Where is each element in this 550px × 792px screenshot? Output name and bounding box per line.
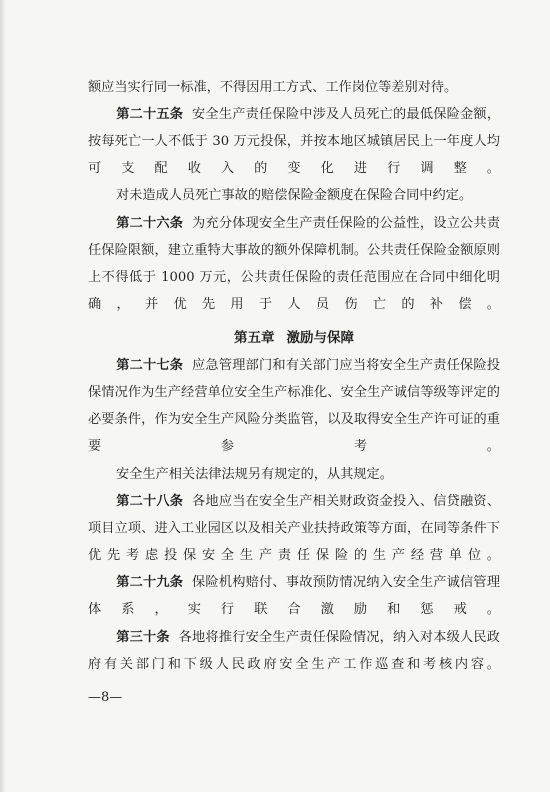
chapter-title: 激励与保障 (286, 330, 354, 346)
article-27 (88, 352, 500, 460)
chapter-number: 第五章 (234, 330, 275, 346)
page-edge-shadow (0, 0, 6, 792)
article-26 (88, 210, 500, 318)
article-25-title: 第二十五条 (116, 107, 184, 122)
article-28-title: 第二十八条 (116, 494, 184, 509)
paragraph-after-27: 安全生产相关法律法规另有规定的，从其规定。 (116, 467, 393, 482)
article-29-text: 保险机构赔付、事故预防情况纳入安全生产诚信管理体系，实行联合激励和惩戒。 (88, 575, 501, 617)
article-28-text: 各地应当在安全生产相关财政资金投入、信贷融资、项目立项、进入工业园区以及相关产业扶持政策等方面，在同等条件下优先考虑投保安全生产责任保险的生产经营单位。 (88, 494, 501, 563)
article-25-text: 安全生产责任保险中涉及人员死亡的最低保险金额，按每死亡一人不低于 30 万元投保，并按本地区城镇居民上一年度人均可支配收入的变化进行调整。 (88, 107, 501, 176)
article-28 (88, 488, 500, 569)
article-25 (88, 101, 500, 182)
article-26-title: 第二十六条 (116, 216, 184, 231)
chapter-heading (88, 325, 500, 352)
paragraph-continuation: 额应当实行同一标准，不得因用工方式、工作岗位等差别对待。 (88, 80, 458, 95)
page-number: —8— (88, 690, 123, 705)
article-29 (88, 569, 500, 623)
article-29-title: 第二十九条 (116, 575, 184, 590)
article-30-text: 各地将推行安全生产责任保险情况，纳入对本级人民政府有关部门和下级人民政府安全生产工作巡查和考核内容。 (88, 630, 500, 672)
article-26-text: 为充分体现安全生产责任保险的公益性，设立公共责任保险限额，建立重特大事故的额外保障机制。公共责任保险金额原则上不得低于 1000 万元，公共责任保险的责任范围应在合同中细化明确，并优先用于人员伤亡的补偿。 (88, 216, 501, 312)
article-30 (88, 624, 500, 678)
article-27-title: 第二十七条 (116, 358, 184, 373)
paragraph-after-25: 对未造成人员死亡事故的赔偿保险金额度在保险合同中约定。 (116, 188, 473, 203)
article-27-text: 应急管理部门和有关部门应当将安全生产责任保险投保情况作为生产经营单位安全生产标准化、安全生产诚信等级等评定的必要条件，作为安全生产风险分类监管，以及取得安全生产许可证的重要参考。 (88, 358, 501, 454)
article-30-title: 第三十条 (116, 630, 170, 645)
